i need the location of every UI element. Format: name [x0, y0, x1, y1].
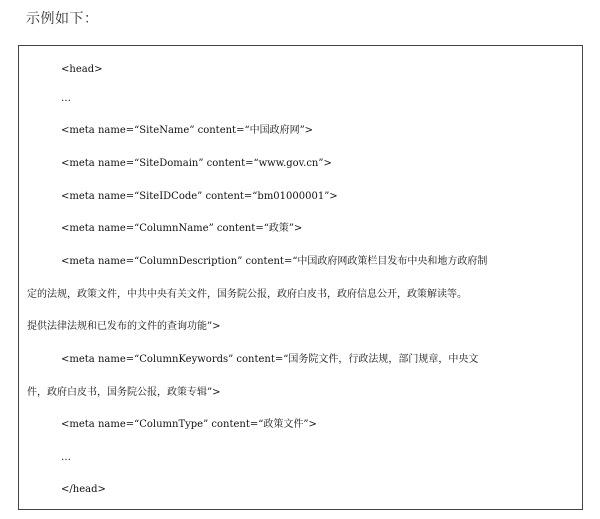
- meta-sitedomain-line: <meta name=“SiteDomain” content=“www.gov.cn”>: [61, 158, 332, 169]
- meta-siteidcode-line: <meta name=“SiteIDCode” content=“bm01000001”>: [61, 191, 338, 202]
- meta-columnname-line: <meta name=“ColumnName” content=“政策”>: [61, 223, 303, 234]
- meta-columnkeywords-line: <meta name=“ColumnKeywords” content=“国务院文件，行政法规，部门规章，中央文: [61, 354, 479, 365]
- meta-columntype-line: <meta name=“ColumnType” content=“政策文件”>: [61, 419, 317, 430]
- head-open-line: <head>: [61, 64, 103, 75]
- head-close-line: </head>: [61, 484, 106, 495]
- meta-columndescription-cont-line: 定的法规，政策文件，中共中央有关文件，国务院公报，政府白皮书，政府信息公开，政策解读等。: [27, 289, 467, 300]
- meta-columndescription-line: <meta name=“ColumnDescription” content=“中国政府网政策栏目发布中央和地方政府制: [61, 256, 488, 267]
- meta-sitename-line: <meta name=“SiteName” content=“中国政府网”>: [61, 125, 314, 136]
- meta-columndescription-end-line: 提供法律法规和已发布的文件的查询功能”>: [27, 321, 221, 332]
- ellipsis-line: …: [61, 93, 71, 104]
- code-example-box: [18, 45, 583, 510]
- intro-text: 示例如下：: [26, 11, 99, 27]
- meta-columnkeywords-cont-line: 件，政府白皮书，国务院公报，政策专辑”>: [27, 387, 221, 398]
- ellipsis-line-2: …: [61, 452, 71, 463]
